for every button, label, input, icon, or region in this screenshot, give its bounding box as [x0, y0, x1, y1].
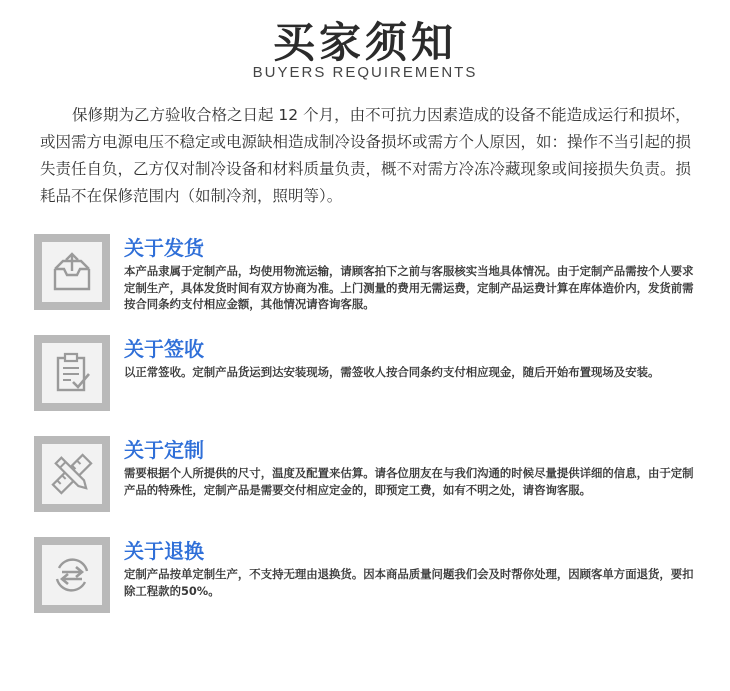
section-title: 关于签收 [124, 337, 204, 361]
icon-frame [34, 335, 110, 411]
icon-frame [34, 436, 110, 512]
page-subtitle: BUYERS REQUIREMENTS [252, 64, 478, 81]
icon-frame [34, 537, 110, 613]
section-title: 关于退换 [124, 539, 204, 563]
warranty-intro: 保修期为乙方验收合格之日起 12 个月，由不可抗力因素造成的设备不能造成运行和损坏，或因需方电源电压不稳定或电源缺相造成制冷设备损坏或需方个人原因，如：操作不当引起的损失责任自负，乙方仅对制冷设备和材料质量负责，概不对需方冷冻冷藏现象或间接损失负责。损耗品不在保修范围内（如制冷剂，照明等）。 [40, 106, 692, 205]
shipping-box-icon [49, 249, 95, 295]
clipboard-check-icon [49, 350, 95, 396]
section-body: 需要根据个人所提供的尺寸，温度及配置来估算。请各位朋友在与我们沟通的时候尽量提供详细的信息，由于定制产品的特殊性，定制产品是需要交付相应定金的，即预定工费，如有不明之处，请咨询客服。 [124, 466, 694, 497]
section-body: 本产品隶属于定制产品，均使用物流运输，请顾客拍下之前与客服核实当地具体情况。由于定制产品需按个人要求定制生产，具体发货时间有双方协商为准。上门测量的费用无需运费，定制产品运费计算在库体造价内，发货前需按合同条约支付相应金额，其他情况请咨询客服。 [124, 264, 694, 311]
section-body: 定制产品按单定制生产，不支持无理由退换货。因本商品质量问题我们会及时帮你处理，因顾客单方面退货，要扣除工程款的50%。 [124, 567, 694, 598]
section-custom [34, 436, 700, 516]
section-body: 以正常签收。定制产品货运到达安装现场，需签收人按合同条约支付相应现金，随后开始布置现场及安装。 [124, 365, 660, 379]
icon-frame [34, 234, 110, 310]
section-returns [34, 537, 700, 617]
section-shipping [34, 234, 700, 314]
ruler-pencil-icon [49, 451, 95, 497]
section-title: 关于定制 [124, 438, 204, 462]
page-title: 买家须知 [272, 18, 457, 67]
section-signoff [34, 335, 700, 415]
section-title: 关于发货 [124, 236, 204, 260]
exchange-arrows-icon [49, 552, 95, 598]
